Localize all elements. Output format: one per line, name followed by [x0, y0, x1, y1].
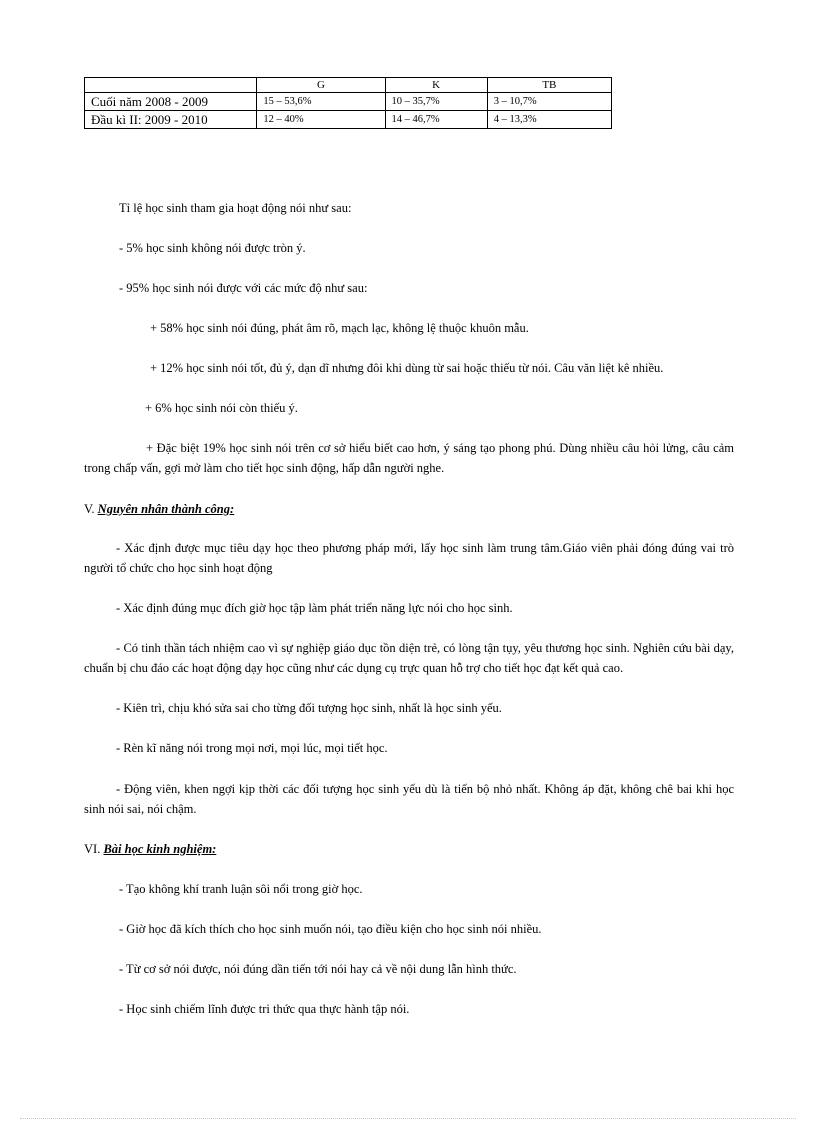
stat-line: - 95% học sinh nói được với các mức độ như sau:: [119, 281, 368, 295]
stat-line: - 5% học sinh không nói được tròn ý.: [119, 241, 306, 255]
stat-subline: + 12% học sinh nói tốt, đủ ý, dạn dĩ nhưng đôi khi dùng từ sai hoặc thiếu từ nói. Câu văn liệt kê nhiều.: [150, 361, 664, 375]
table-cell: 3 – 10,7%: [487, 93, 611, 111]
page-bottom-rule: [20, 1118, 796, 1119]
stat-subline: + 58% học sinh nói đúng, phát âm rõ, mạch lạc, không lệ thuộc khuôn mẫu.: [150, 321, 529, 335]
table-header-cell: TB: [487, 78, 611, 93]
stat-paragraph: + Đặc biệt 19% học sinh nói trên cơ sở hiểu biết cao hơn, ý sáng tạo phong phú. Dùng nhiều câu hỏi lửng, câu cảm trong chấp vấn, gợi mở làm cho tiết học sinh động, hấp dẫn người nghe.: [84, 441, 734, 475]
section5-item: - Rèn kĩ năng nói trong mọi nơi, mọi lúc, mọi tiết học.: [116, 741, 388, 755]
section-number: VI.: [84, 842, 101, 856]
table-row-label: Đầu kì II: 2009 - 2010: [85, 111, 257, 129]
table-cell: 10 – 35,7%: [385, 93, 487, 111]
table-header-row: [85, 78, 612, 93]
table-row: [85, 111, 612, 129]
section-title: Bài học kinh nghiệm:: [103, 842, 217, 856]
section5-item: - Xác định được mục tiêu dạy học theo phương pháp mới, lấy học sinh làm trung tâm.Giáo viên phải đóng đúng vai trò người tổ chức cho học sinh hoạt động: [84, 541, 734, 575]
stat-subline: + 6% học sinh nói còn thiếu ý.: [145, 401, 298, 415]
table-header-cell: K: [385, 78, 487, 93]
table-row: [85, 93, 612, 111]
section-number: V.: [84, 502, 95, 516]
section-heading-5: [84, 501, 234, 517]
table-header-cell: G: [257, 78, 385, 93]
section5-item: - Động viên, khen ngợi kịp thời các đối tượng học sinh yếu dù là tiến bộ nhỏ nhất. Không áp đặt, không chê bai khi học sinh nói sai, nói chậm.: [84, 782, 734, 816]
section5-item: - Xác định đúng mục đích giờ học tập làm phát triển năng lực nói cho học sinh.: [116, 601, 513, 615]
table-cell: 15 – 53,6%: [257, 93, 385, 111]
section5-item: - Kiên trì, chịu khó sửa sai cho từng đối tượng học sinh, nhất là học sinh yếu.: [116, 701, 502, 715]
table-cell: 4 – 13,3%: [487, 111, 611, 129]
section5-item: - Có tinh thần tách nhiệm cao vì sự nghiệp giáo dục tồn diện trẻ, có lòng tận tụy, yêu thương học sinh. Nghiên cứu bài dạy, chuẩn bị chu đáo các hoạt động dạy học cũng như các dụng cụ trực quan hỗ trợ cho tiết học đạt kết quả cao.: [84, 641, 734, 675]
section-title: Nguyên nhân thành công:: [97, 502, 235, 516]
table-header-cell: [85, 78, 257, 93]
table-row-label: Cuối năm 2008 - 2009: [85, 93, 257, 111]
intro-text: Tỉ lệ học sinh tham gia hoạt động nói như sau:: [119, 201, 352, 215]
table-cell: 14 – 46,7%: [385, 111, 487, 129]
section6-item: - Từ cơ sở nói được, nói đúng dần tiến tới nói hay cả về nội dung lẫn hình thức.: [119, 962, 517, 976]
table-cell: 12 – 40%: [257, 111, 385, 129]
section6-item: - Giờ học đã kích thích cho học sinh muốn nói, tạo điều kiện cho học sinh nói nhiều.: [119, 922, 542, 936]
section6-item: - Học sinh chiếm lĩnh được tri thức qua thực hành tập nói.: [119, 1002, 410, 1016]
section-heading-6: [84, 841, 216, 857]
section6-item: - Tạo không khí tranh luận sôi nổi trong giờ học.: [119, 882, 363, 896]
results-table: [84, 77, 612, 129]
